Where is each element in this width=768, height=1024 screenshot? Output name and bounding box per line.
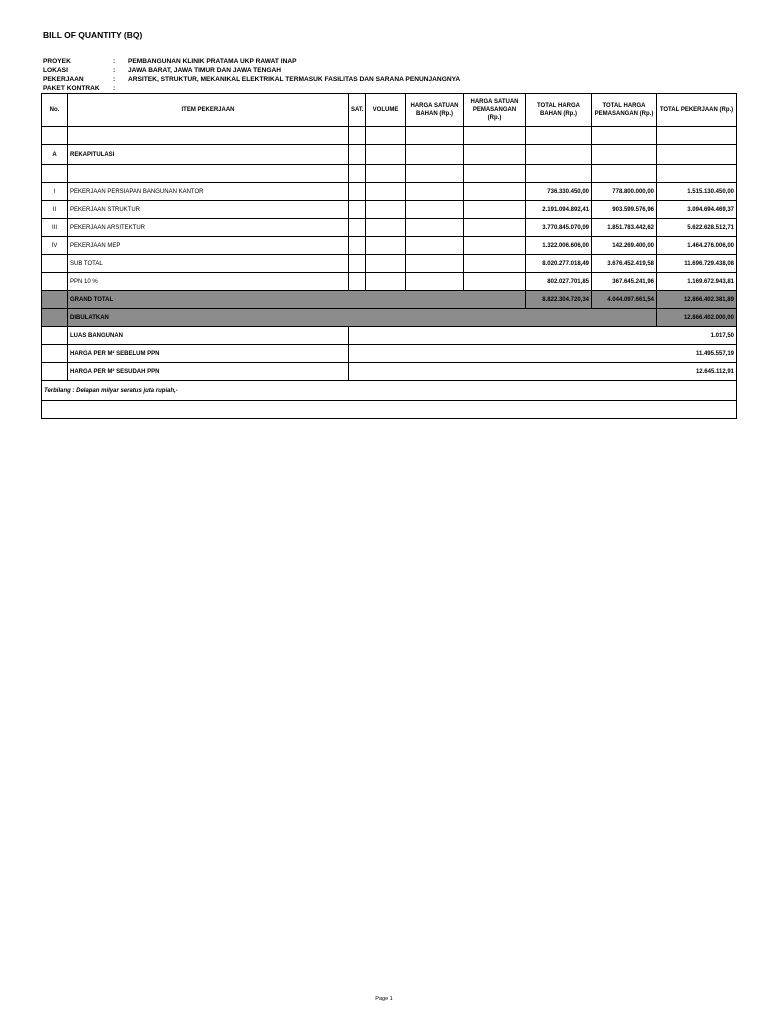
dibulatkan-total: 12.866.402.000,00 bbox=[657, 309, 737, 327]
grand-total-bahan: 8.822.304.720,34 bbox=[526, 291, 592, 309]
blank-row bbox=[42, 165, 737, 183]
row-no: I bbox=[42, 183, 68, 201]
row-total-pemasangan: 903.599.576,96 bbox=[592, 201, 657, 219]
luas-row bbox=[42, 327, 737, 345]
ppn-total: 1.169.672.943,81 bbox=[657, 273, 737, 291]
meta-proyek: PROYEK : PEMBANGUNAN KLINIK PRATAMA UKP RAWAT INAP bbox=[43, 58, 297, 65]
row-item: PEKERJAAN STRUKTUR bbox=[68, 201, 349, 219]
meta-lokasi: LOKASI : JAWA BARAT, JAWA TIMUR DAN JAWA TENGAH bbox=[43, 67, 282, 74]
header-row bbox=[42, 94, 737, 127]
row-no: II bbox=[42, 201, 68, 219]
grand-total-row bbox=[42, 291, 737, 309]
row-total: 1.464.276.006,00 bbox=[657, 237, 737, 255]
ppn-row bbox=[42, 273, 737, 291]
harga-sesudah-value: 12.645.112,91 bbox=[349, 363, 737, 381]
row-no: IV bbox=[42, 237, 68, 255]
page-number: Page 1 bbox=[375, 996, 393, 1002]
header-item: ITEM PEKERJAAN bbox=[68, 94, 349, 127]
table-row bbox=[42, 219, 737, 237]
subtotal-total-bahan: 8.020.277.018,49 bbox=[526, 255, 592, 273]
harga-sesudah-row bbox=[42, 363, 737, 381]
table-row bbox=[42, 237, 737, 255]
meta-paket-kontrak: PAKET KONTRAK : bbox=[43, 85, 116, 92]
harga-sebelum-label: HARGA PER M² SEBELUM PPN bbox=[68, 345, 349, 363]
dibulatkan-row bbox=[42, 309, 737, 327]
subtotal-row bbox=[42, 255, 737, 273]
luas-value: 1.017,50 bbox=[349, 327, 737, 345]
luas-label: LUAS BANGUNAN bbox=[68, 327, 349, 345]
project-meta bbox=[43, 57, 460, 93]
header-sat: SAT. bbox=[349, 94, 366, 127]
dibulatkan-label: DIBULATKAN bbox=[68, 309, 657, 327]
header-total-bahan: TOTAL HARGA BAHAN (Rp.) bbox=[526, 94, 592, 127]
row-total: 5.622.628.512,71 bbox=[657, 219, 737, 237]
ppn-total-bahan: 802.027.701,85 bbox=[526, 273, 592, 291]
header-volume: VOLUME bbox=[366, 94, 406, 127]
grand-total-pemasangan: 4.044.097.661,54 bbox=[592, 291, 657, 309]
blank-row bbox=[42, 127, 737, 145]
row-no: III bbox=[42, 219, 68, 237]
terbilang-row bbox=[42, 381, 737, 401]
meta-pekerjaan: PEKERJAAN : ARSITEK, STRUKTUR, MEKANIKAL ELEKTRIKAL TERMASUK FASILITAS DAN SARANA PENUNJANGNYA bbox=[43, 76, 461, 83]
harga-sebelum-value: 11.495.557,19 bbox=[349, 345, 737, 363]
grand-total: 12.866.402.381,89 bbox=[657, 291, 737, 309]
ppn-label: PPN 10 % bbox=[68, 273, 349, 291]
row-total: 3.094.694.469,37 bbox=[657, 201, 737, 219]
document-title: BILL OF QUANTITY (BQ) bbox=[43, 30, 143, 40]
row-item: PEKERJAAN ARSITEKTUR bbox=[68, 219, 349, 237]
table-row bbox=[42, 201, 737, 219]
row-total: 1.515.130.450,00 bbox=[657, 183, 737, 201]
row-total-bahan: 2.191.094.892,41 bbox=[526, 201, 592, 219]
row-total-pemasangan: 1.851.783.442,62 bbox=[592, 219, 657, 237]
header-harga-bahan: HARGA SATUAN BAHAN (Rp.) bbox=[406, 94, 464, 127]
header-total-pemasangan: TOTAL HARGA PEMASANGAN (Rp.) bbox=[592, 94, 657, 127]
terbilang-text: Terbilang : Delapan milyar seratus juta rupiah,- bbox=[42, 381, 737, 401]
row-total-bahan: 736.330.450,00 bbox=[526, 183, 592, 201]
section-title: REKAPITULASI bbox=[68, 145, 349, 165]
row-item: PEKERJAAN PERSIAPAN BANGUNAN KANTOR bbox=[68, 183, 349, 201]
row-total-pemasangan: 142.269.400,00 bbox=[592, 237, 657, 255]
harga-sebelum-row bbox=[42, 345, 737, 363]
bq-table bbox=[41, 93, 737, 419]
section-no: A bbox=[42, 145, 68, 165]
harga-sesudah-label: HARGA PER M² SESUDAH PPN bbox=[68, 363, 349, 381]
ppn-total-pemasangan: 367.645.241,96 bbox=[592, 273, 657, 291]
subtotal-total-pemasangan: 3.676.452.419,58 bbox=[592, 255, 657, 273]
table-row bbox=[42, 183, 737, 201]
header-no: No. bbox=[42, 94, 68, 127]
blank-row bbox=[42, 401, 737, 419]
row-total-pemasangan: 778.800.000,00 bbox=[592, 183, 657, 201]
section-row bbox=[42, 145, 737, 165]
row-total-bahan: 3.770.845.070,09 bbox=[526, 219, 592, 237]
grand-total-label: GRAND TOTAL bbox=[68, 291, 526, 309]
row-total-bahan: 1.322.006.606,00 bbox=[526, 237, 592, 255]
subtotal-label: SUB TOTAL bbox=[68, 255, 349, 273]
subtotal-total: 11.696.729.438,08 bbox=[657, 255, 737, 273]
header-harga-pemasangan: HARGA SATUAN PEMASANGAN (Rp.) bbox=[464, 94, 526, 127]
row-item: PEKERJAAN MEP bbox=[68, 237, 349, 255]
header-total-pekerjaan: TOTAL PEKERJAAN (Rp.) bbox=[657, 94, 737, 127]
